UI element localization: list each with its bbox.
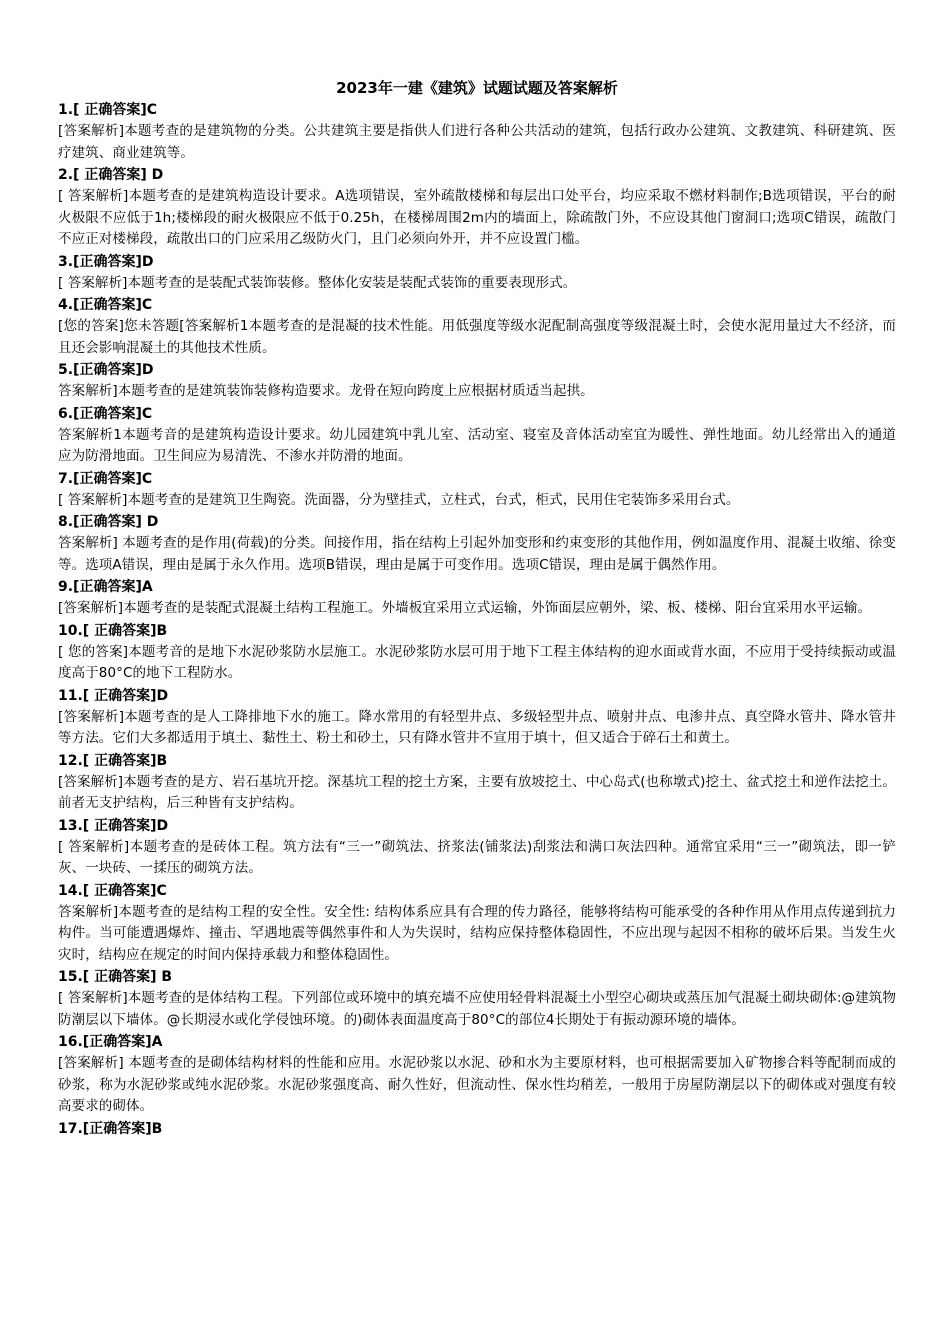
answer-explanation: 答案解析] 本题考查的是作用(荷载)的分类。间接作用，指在结构上引起外加变形和约束变形的其他作用，例如温度作用、混凝土收缩、徐变等。选项A错误，理由是属于永久作用。选项B错误，理由是属于可变作用。选项C错误，理由是属于偶然作用。 bbox=[58, 535, 896, 573]
answer-item-4 bbox=[58, 295, 896, 359]
answer-heading: 3.[正确答案]D bbox=[58, 253, 154, 270]
answer-explanation: 答案解析1本题考音的是建筑构造设计要求。幼儿园建筑中乳儿室、活动室、寝室及音体活动室宜为暖性、弹性地面。幼儿经常出入的通道应为防滑地面。卫生间应为易清洗、不渗水并防滑的地面。 bbox=[58, 426, 896, 464]
answer-explanation: 答案解析]本题考查的是结构工程的安全性。安全性: 结构体系应具有合理的传力路径，能够将结构可能承受的各种作用从作用点传递到抗力构件。当可能遭遇爆炸、撞击、罕遇地震等偶然事件和人为失误时，结构应保持整体稳固性，不应出现与起因不相称的破坏后果。当发生火灾时，结构应在规定的时间内保持承载力和整体稳固性。 bbox=[58, 903, 896, 963]
answer-heading: 14.[ 正确答案]C bbox=[58, 882, 167, 899]
answer-explanation: [答案解析]本题考查的是人工降排地下水的施工。降水常用的有轻型井点、多级轻型井点、喷射井点、电渗井点、真空降水管井、降水管井等方法。它们大多都适用于填土、黏性土、粉土和砂土，只有降水管井不宣用于填十，但又适合于碎石土和黄土。 bbox=[58, 708, 896, 746]
answer-explanation: [答案解析] 本题考查的是砌体结构材料的性能和应用。水泥砂浆以水泥、砂和水为主要原材料，也可根据需要加入矿物掺合料等配制而成的砂浆，称为水泥砂浆或纯水泥砂浆。水泥砂浆强度高、耐久性好，但流动性、保水性均稍差，一般用于房屋防潮层以下的砌体或对强度有较高要求的砌体。 bbox=[58, 1055, 896, 1114]
answer-heading: 10.[ 正确答案]B bbox=[58, 622, 168, 639]
answer-explanation: [ 答案解析]本题考查的是建筑卫生陶瓷。洗面器，分为壁挂式，立柱式，台式，柜式，民用住宅装饰多采用台式。 bbox=[58, 491, 740, 508]
answer-heading: 7.[正确答案]C bbox=[58, 470, 153, 487]
answer-explanation: [ 您的答案]本题考音的是地下水泥砂浆防水层施工。水泥砂浆防水层可用于地下工程主体结构的迎水面或背水面，不应用于受持续振动或温度高于80°C的地下工程防水。 bbox=[58, 643, 896, 681]
answer-item-12 bbox=[58, 751, 896, 815]
answer-item-1 bbox=[58, 100, 896, 164]
answer-explanation: [您的答案]您未答题[答案解析1本题考查的是混凝的技术性能。用低强度等级水泥配制高强度等级混凝土时，会使水泥用量过大不经济，而且还会影响混凝土的其他技术性质。 bbox=[58, 318, 896, 356]
answer-item-2 bbox=[58, 165, 896, 251]
answer-heading: 15.[ 正确答案] B bbox=[58, 969, 173, 985]
answer-item-6 bbox=[58, 404, 896, 468]
answer-item-17 bbox=[58, 1119, 896, 1140]
answer-item-3 bbox=[58, 252, 896, 295]
answer-heading: 5.[正确答案]D bbox=[58, 362, 154, 378]
answer-heading: 16.[正确答案]A bbox=[58, 1034, 163, 1050]
answer-heading: 8.[正确答案] D bbox=[58, 514, 159, 530]
answer-item-7 bbox=[58, 469, 896, 512]
answer-heading: 6.[正确答案]C bbox=[58, 405, 153, 422]
answer-explanation: [ 答案解析]本题考查的是建筑构造设计要求。A选项错误，室外疏散楼梯和每层出口处平台，均应采取不燃材料制作;B选项错误，平台的耐火极限不应低于1h;楼梯段的耐火极限应不低于0.25h，在楼梯周围2m内的墙面上，除疏散门外，不应设其他门窗洞口;选项C错误，疏散门不应正对楼梯段，疏散出口的门应采用乙级防火门，且门必须向外开，并不应设置门槛。 bbox=[58, 188, 896, 247]
answer-heading: 12.[ 正确答案]B bbox=[58, 752, 168, 769]
answer-explanation: 答案解析]本题考查的是建筑装饰装修构造要求。龙骨在短向跨度上应根据材质适当起拱。 bbox=[58, 383, 594, 399]
answer-heading: 13.[ 正确答案]D bbox=[58, 817, 169, 834]
answer-explanation: [ 答案解析]本题考查的是砖体工程。筑方法有“三一”砌筑法、挤浆法(铺浆法)刮浆法和满口灰法四种。通常宜采用“三一”砌筑法，即一铲灰、一块砖、一揉压的砌筑方法。 bbox=[58, 838, 896, 876]
answer-heading: 4.[正确答案]C bbox=[58, 297, 153, 313]
document-title: 2023年一建《建筑》试题试题及答案解析 bbox=[336, 79, 618, 97]
answer-item-8 bbox=[58, 512, 896, 576]
answer-heading: 2.[ 正确答案] D bbox=[58, 167, 164, 183]
answer-item-14 bbox=[58, 881, 896, 967]
document-page bbox=[58, 78, 896, 1140]
answer-heading: 1.[ 正确答案]C bbox=[58, 102, 158, 118]
answer-item-15 bbox=[58, 967, 896, 1031]
answer-explanation: [答案解析]本题考查的是建筑物的分类。公共建筑主要是指供人们进行各种公共活动的建筑，包括行政办公建筑、文教建筑、科研建筑、医疗建筑、商业建筑等。 bbox=[58, 123, 896, 161]
answer-item-9 bbox=[58, 577, 896, 620]
answer-explanation: [答案解析]本题考查的是装配式混凝土结构工程施工。外墙板宜采用立式运输，外饰面层应朝外，梁、板、楼梯、阳台宜采用水平运输。 bbox=[58, 600, 872, 616]
answer-item-5 bbox=[58, 360, 896, 403]
answer-explanation: [答案解析]本题考查的是方、岩石基坑开挖。深基坑工程的挖土方案，主要有放坡挖土、中心岛式(也称墩式)挖土、盆式挖土和逆作法挖土。前者无支护结构，后三种皆有支护结构。 bbox=[58, 773, 896, 811]
answer-explanation: [ 答案解析]本题考查的是体结构工程。下列部位或环境中的填充墙不应使用轻骨料混凝土小型空心砌块或蒸压加气混凝土砌块砌体:@建筑物防潮层以下墙体。@长期浸水或化学侵蚀环境。的)砌体表面温度高于80°C的部位4长期处于有振动源环境的墙体。 bbox=[58, 990, 896, 1028]
answer-explanation: [ 答案解析]本题考查的是装配式装饰装修。整体化安装是装配式装饰的重要表现形式。 bbox=[58, 274, 577, 291]
answer-item-11 bbox=[58, 686, 896, 750]
answer-item-13 bbox=[58, 816, 896, 880]
answer-item-10 bbox=[58, 621, 896, 685]
answer-heading: 11.[ 正确答案]D bbox=[58, 687, 169, 704]
answer-heading: 17.[正确答案]B bbox=[58, 1120, 163, 1137]
answer-heading: 9.[正确答案]A bbox=[58, 579, 153, 595]
answer-item-16 bbox=[58, 1032, 896, 1118]
